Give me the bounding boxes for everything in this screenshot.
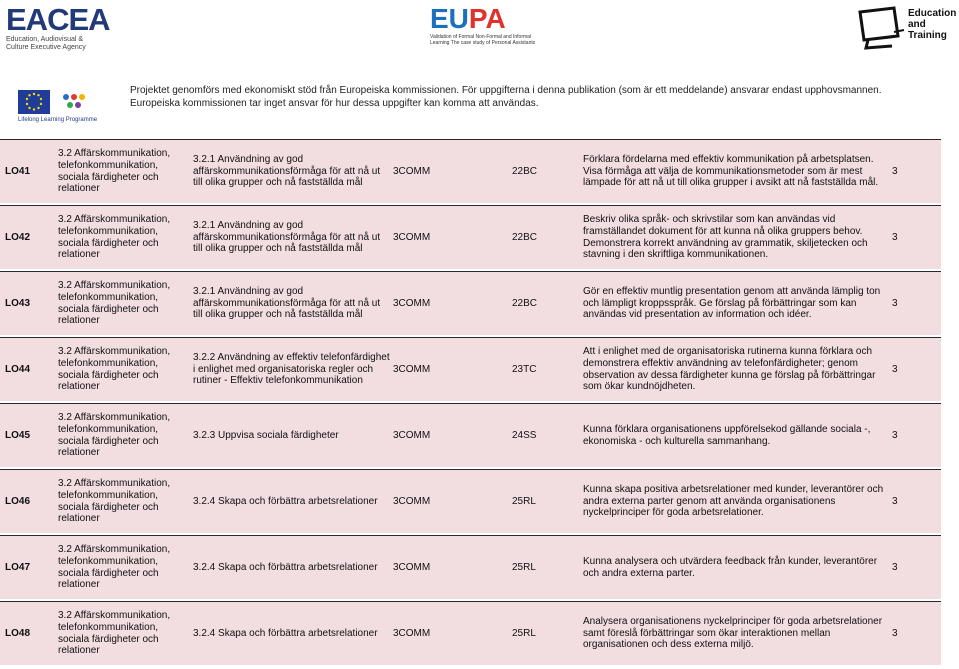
module-code: 3COMM [393,165,431,177]
lo-code-cell [5,338,53,401]
course-code-cell [512,338,572,401]
eupa-logo [430,4,540,54]
module-code-cell [393,602,453,665]
course-code-cell [512,404,572,467]
llp-logo [18,88,116,126]
level-value: 3 [892,561,898,573]
competence-area: 3.2 Affärskommunikation, telefonkommunikation, sociala färdigheter och relationer [58,544,171,591]
outcome-description-cell [583,140,889,203]
level-value-cell [892,602,902,665]
outcome-description-cell [583,272,889,335]
outcome-description: Kunna analysera och utvärdera feedback från kunder, leverantörer och andra externa parter. [583,555,878,579]
level-value-cell [892,536,902,599]
lo-code-cell [5,602,53,665]
level-value: 3 [892,429,898,441]
criterion-text: 3.2.1 Användning av god affärskommunikationsförmåga för att nå ut till olika grupper och nå fastställda mål [193,286,381,321]
lo-code: LO42 [5,231,31,243]
course-code-cell [512,602,572,665]
competence-area: 3.2 Affärskommunikation, telefonkommunikation, sociala färdigheter och relationer [58,346,171,393]
module-code-cell [393,338,453,401]
programme-emblem-icon [56,88,90,114]
module-code: 3COMM [393,495,431,507]
competence-area-cell [58,404,188,467]
level-value: 3 [892,165,898,177]
criterion-text-cell [193,536,391,599]
course-code-cell [512,470,572,533]
eupa-logo-pa: PA [468,3,506,34]
education-training-logo-text: Education and Training [908,8,957,41]
module-code-cell [393,272,453,335]
course-code: 24SS [512,429,537,441]
lo-code-cell [5,272,53,335]
level-value-cell [892,404,902,467]
outcome-description-cell [583,470,889,533]
education-training-logo [854,4,956,52]
course-code: 25RL [512,495,536,507]
competence-area: 3.2 Affärskommunikation, telefonkommunikation, sociala färdigheter och relationer [58,214,171,261]
level-value: 3 [892,231,898,243]
llp-logo-text: Lifelong Learning Programme [18,117,98,123]
criterion-text: 3.2.1 Användning av god affärskommunikationsförmåga för att nå ut till olika grupper och nå fastställda mål [193,154,381,189]
module-code: 3COMM [393,297,431,309]
outcome-description: Kunna förklara organisationens uppförelsekod gällande sociala -, ekonomiska - och kulturella sammanhang. [583,423,871,447]
table-row [0,601,941,665]
criterion-text-cell [193,338,391,401]
outcome-description-cell [583,602,889,665]
lo-code: LO44 [5,363,31,375]
eu-flag-icon [18,90,50,114]
course-code: 25RL [512,627,536,639]
outcome-description: Beskriv olika språk- och skrivstilar som kan användas vid framställandet dokument för att kunna nå olika gruppers behov. Demonstrera korrekt användning av grammatik, skiljetecken och stavning i den skriftliga kommunikationen. [583,214,868,261]
level-value: 3 [892,495,898,507]
criterion-text-cell [193,404,391,467]
table-row [0,271,941,335]
competence-area: 3.2 Affärskommunikation, telefonkommunikation, sociala färdigheter och relationer [58,148,171,195]
criterion-text: 3.2.4 Skapa och förbättra arbetsrelationer [193,627,378,639]
disclaimer-text: Projektet genomförs med ekonomiskt stöd från Europeiska kommissionen. För uppgifterna i denna publikation (som är ett meddelande) ansvarar endast upphovsmannen. Europeiska kommissionen tar inget ansvar för hur dessa uppgifter kan komma att användas. [130,85,882,109]
course-code: 22BC [512,297,538,309]
module-code-cell [393,536,453,599]
module-code: 3COMM [393,627,431,639]
outcome-description-cell [583,338,889,401]
course-code: 23TC [512,363,537,375]
table-row [0,403,941,467]
lo-code: LO45 [5,429,31,441]
criterion-text-cell [193,272,391,335]
competence-area: 3.2 Affärskommunikation, telefonkommunikation, sociala färdigheter och relationer [58,610,171,657]
module-code: 3COMM [393,429,431,441]
eacea-logo-text: EACEA [6,2,110,37]
lo-code: LO46 [5,495,31,507]
lo-code: LO41 [5,165,31,177]
course-code-cell [512,140,572,203]
outcome-description: Gör en effektiv muntlig presentation genom att använda lämplig ton och lämpligt kroppsspråk. Ge förslag på förbättringar som kan användas vid presentation av information och idéer. [583,286,881,321]
level-value-cell [892,272,902,335]
competence-area-cell [58,338,188,401]
table-row [0,469,941,533]
level-value: 3 [892,297,898,309]
criterion-text: 3.2.1 Användning av god affärskommunikationsförmåga för att nå ut till olika grupper och nå fastställda mål [193,220,381,255]
level-value-cell [892,140,902,203]
outcome-description-cell [583,404,889,467]
criterion-text: 3.2.3 Uppvisa sociala färdigheter [193,429,339,441]
lo-code: LO47 [5,561,31,573]
course-code-cell [512,206,572,269]
lo-code-cell [5,140,53,203]
competence-area-cell [58,602,188,665]
criterion-text: 3.2.2 Användning av effektiv telefonfärdighet i enlighet med organisatoriska regler och rutiner - Effektiv telefonkommunikation [193,352,390,387]
outcome-description: Kunna skapa positiva arbetsrelationer med kunder, leverantörer och andra externa parter genom att använda organisationens nyckelprinciper för goda arbetsrelationer. [583,484,884,519]
table-row [0,535,941,599]
outcome-description: Förklara fördelarna med effektiv kommunikation på arbetsplatsen. Visa förmåga att välja de kommunikationsmetoder som är mest lämpade för att nå ut till olika grupper i avsikt att nå fastställda mål. [583,154,879,189]
level-value: 3 [892,627,898,639]
level-value-cell [892,470,902,533]
module-code: 3COMM [393,561,431,573]
level-value-cell [892,206,902,269]
criterion-text-cell [193,206,391,269]
competence-area-cell [58,536,188,599]
module-code-cell [393,404,453,467]
competence-area: 3.2 Affärskommunikation, telefonkommunikation, sociala färdigheter och relationer [58,478,171,525]
table-row [0,205,941,269]
level-value: 3 [892,363,898,375]
outcome-description: Analysera organisationens nyckelprinciper för goda arbetsrelationer samt föreslå förbättringar som ökar interaktionen mellan organisationen och dess externa miljö. [583,616,883,651]
outcome-description-cell [583,206,889,269]
module-code-cell [393,470,453,533]
course-code: 22BC [512,165,538,177]
competence-area-cell [58,470,188,533]
eupa-logo-subtitle: Validation of Formal Non-Formal and Informal Learning The case study of Personal Assistants [430,34,536,46]
criterion-text: 3.2.4 Skapa och förbättra arbetsrelationer [193,561,378,573]
criterion-text: 3.2.4 Skapa och förbättra arbetsrelationer [193,495,378,507]
lo-code-cell [5,404,53,467]
course-code-cell [512,536,572,599]
course-code: 25RL [512,561,536,573]
table-row [0,139,941,203]
lo-code-cell [5,536,53,599]
competence-area-cell [58,272,188,335]
level-value-cell [892,338,902,401]
module-code-cell [393,206,453,269]
criterion-text-cell [193,470,391,533]
course-code: 22BC [512,231,538,243]
lo-code: LO48 [5,627,31,639]
module-code: 3COMM [393,363,431,375]
outcome-description-cell [583,536,889,599]
competence-area: 3.2 Affärskommunikation, telefonkommunikation, sociala färdigheter och relationer [58,280,171,327]
competence-area: 3.2 Affärskommunikation, telefonkommunikation, sociala färdigheter och relationer [58,412,171,459]
eacea-logo [6,2,110,56]
eupa-logo-eu: EU [430,3,469,34]
competence-area-cell [58,140,188,203]
criterion-text-cell [193,140,391,203]
module-code-cell [393,140,453,203]
outcome-description: Att i enlighet med de organisatoriska rutinerna kunna förklara och demonstrera effektiv användning av telefonfärdigheter; genom observation av dessa färdigheter kunna ge förslag på förbättringar som ökar kundnöjdheten. [583,346,876,393]
lo-code-cell [5,206,53,269]
eacea-logo-subtitle: Education, Audiovisual & Culture Executive Agency [6,36,86,51]
competence-area-cell [58,206,188,269]
lo-code-cell [5,470,53,533]
table-row [0,337,941,401]
criterion-text-cell [193,602,391,665]
computer-icon [854,6,906,50]
lo-code: LO43 [5,297,31,309]
course-code-cell [512,272,572,335]
module-code: 3COMM [393,231,431,243]
